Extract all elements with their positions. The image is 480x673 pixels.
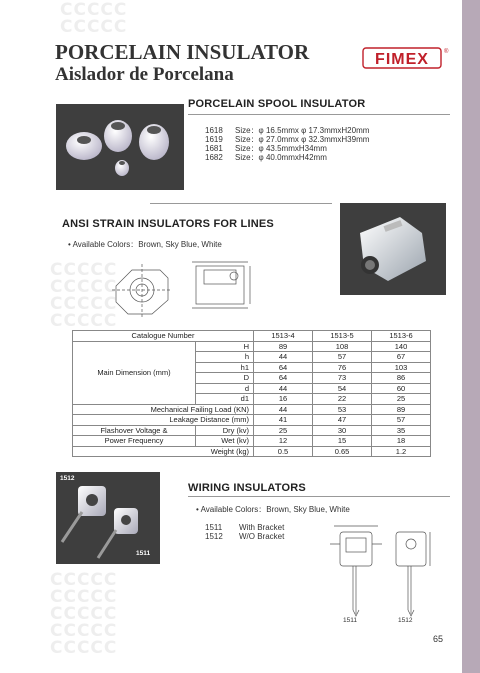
table-cell: 25 (372, 394, 431, 405)
spool-spec-row (205, 152, 327, 163)
wiring-title-rule (188, 496, 450, 497)
spool-size: Size：φ 16.5mmx φ 17.3mmxH20mm (235, 126, 370, 135)
svg-text:FIMEX: FIMEX (375, 51, 429, 68)
wiring-colors-text: Available Colors：Brown, Sky Blue, White (200, 505, 350, 514)
table-cell: 18 (372, 436, 431, 447)
spool-size: Size：φ 27.0mmx φ 32.3mmxH39mm (235, 135, 370, 144)
table-cell: 35 (372, 425, 431, 436)
table-header-row (73, 331, 431, 342)
table-cell: 64 (254, 373, 313, 384)
table-cell: 60 (372, 383, 431, 394)
table-cell: 30 (313, 425, 372, 436)
section-divider (150, 203, 332, 204)
spool-insulator-photo (56, 104, 184, 190)
table-row (73, 404, 431, 415)
row-label: h (196, 352, 254, 363)
wiring-insulator-photo (56, 472, 160, 564)
row-label: Mechanical Failing Load (KN) (73, 404, 254, 415)
table-cell: 44 (254, 404, 313, 415)
wiring-colors-note: • Available Colors：Brown, Sky Blue, White (196, 505, 350, 514)
header-cell: Catalogue Number (73, 331, 254, 342)
wiring-desc: With Bracket (239, 523, 285, 532)
strain-spec-table (72, 330, 431, 457)
table-cell: 57 (313, 352, 372, 363)
spool-title-rule (188, 114, 450, 115)
wiring-row-1511 (205, 523, 284, 532)
photo-label-1511: 1511 (136, 550, 151, 557)
spool-section-title: PORCELAIN SPOOL INSULATOR (188, 98, 366, 110)
table-row (73, 425, 431, 436)
spool-size: Size：φ 40.0mmxH42mm (235, 153, 327, 162)
table-row (73, 436, 431, 447)
wiring-code: 1511 (205, 523, 223, 532)
strain-colors-text: Available Colors：Brown, Sky Blue, White (72, 240, 222, 249)
table-cell: 47 (313, 415, 372, 426)
table-cell: 54 (313, 383, 372, 394)
table-cell: 73 (313, 373, 372, 384)
row-label: d1 (196, 394, 254, 405)
watermark-top: ⅭⅭⅭⅭⅭ ⅭⅭⅭⅭⅭ (60, 0, 128, 37)
table-cell: 0.65 (313, 446, 372, 457)
side-color-band (462, 0, 480, 673)
table-cell: 108 (313, 341, 372, 352)
strain-section-title: ANSI STRAIN INSULATORS FOR LINES (62, 218, 274, 230)
row-label: Flashover Voltage & (73, 425, 196, 436)
table-cell: 16 (254, 394, 313, 405)
strain-insulator-drawing (108, 256, 268, 326)
photo-label-1512: 1512 (60, 475, 75, 482)
row-label: Dry (kv) (196, 425, 254, 436)
table-cell: 67 (372, 352, 431, 363)
table-cell: 103 (372, 362, 431, 373)
table-cell: 15 (313, 436, 372, 447)
table-cell: 86 (372, 373, 431, 384)
wiring-section-title: WIRING INSULATORS (188, 482, 306, 494)
row-label: H (196, 341, 254, 352)
table-cell: 44 (254, 352, 313, 363)
table-row (73, 341, 431, 352)
drawing-label-1511: 1511 (343, 617, 357, 624)
spool-code: 1682 (205, 153, 223, 162)
page-title: PORCELAIN INSULATOR (55, 40, 310, 64)
spool-code: 1618 (205, 126, 223, 135)
page-number: 65 (433, 634, 444, 644)
table-cell: 0.5 (254, 446, 313, 457)
drawing-label-1512: 1512 (398, 617, 413, 624)
strain-colors-note: • Available Colors：Brown, Sky Blue, White (68, 240, 222, 249)
strain-insulator-photo (340, 203, 446, 295)
table-cell: 76 (313, 362, 372, 373)
table-cell: 89 (254, 341, 313, 352)
table-cell: 57 (372, 415, 431, 426)
header-cell: 1513-4 (254, 331, 313, 342)
row-label: Weight (kg) (73, 446, 254, 457)
watermark-bottom: ⅭⅭⅭⅭⅭ ⅭⅭⅭⅭⅭ ⅭⅭⅭⅭⅭ ⅭⅭⅭⅭⅭ ⅭⅭⅭⅭⅭ (50, 570, 118, 658)
spool-code: 1619 (205, 135, 223, 144)
spool-code: 1681 (205, 144, 223, 153)
table-cell: 44 (254, 383, 313, 394)
wiring-insulator-drawing (322, 520, 442, 620)
table-cell: 53 (313, 404, 372, 415)
group-label: Main Dimension (mm) (73, 341, 196, 404)
fimex-logo (362, 45, 447, 71)
wiring-desc: W/O Bracket (239, 532, 285, 541)
row-label: Leakage Distance (mm) (73, 415, 254, 426)
row-label: Power Frequency (73, 436, 196, 447)
table-cell: 140 (372, 341, 431, 352)
row-label: Wet (kv) (196, 436, 254, 447)
table-cell: 25 (254, 425, 313, 436)
row-label: h1 (196, 362, 254, 373)
header-cell: 1513-6 (372, 331, 431, 342)
spool-size: Size：φ 43.5mmxH34mm (235, 144, 327, 153)
watermark-middle: ⅭⅭⅭⅭⅭ ⅭⅭⅭⅭⅭ ⅭⅭⅭⅭⅭ ⅭⅭⅭⅭⅭ (50, 260, 118, 331)
svg-text:®: ® (444, 49, 449, 55)
page-subtitle: Aislador de Porcelana (55, 64, 234, 85)
table-cell: 89 (372, 404, 431, 415)
row-label: d (196, 383, 254, 394)
wiring-row-1512 (205, 532, 284, 541)
table-cell: 22 (313, 394, 372, 405)
header-cell: 1513-5 (313, 331, 372, 342)
table-cell: 41 (254, 415, 313, 426)
table-cell: 64 (254, 362, 313, 373)
table-cell: 12 (254, 436, 313, 447)
table-row (73, 415, 431, 426)
row-label: D (196, 373, 254, 384)
table-cell: 1.2 (372, 446, 431, 457)
table-row (73, 446, 431, 457)
wiring-code: 1512 (205, 532, 223, 541)
